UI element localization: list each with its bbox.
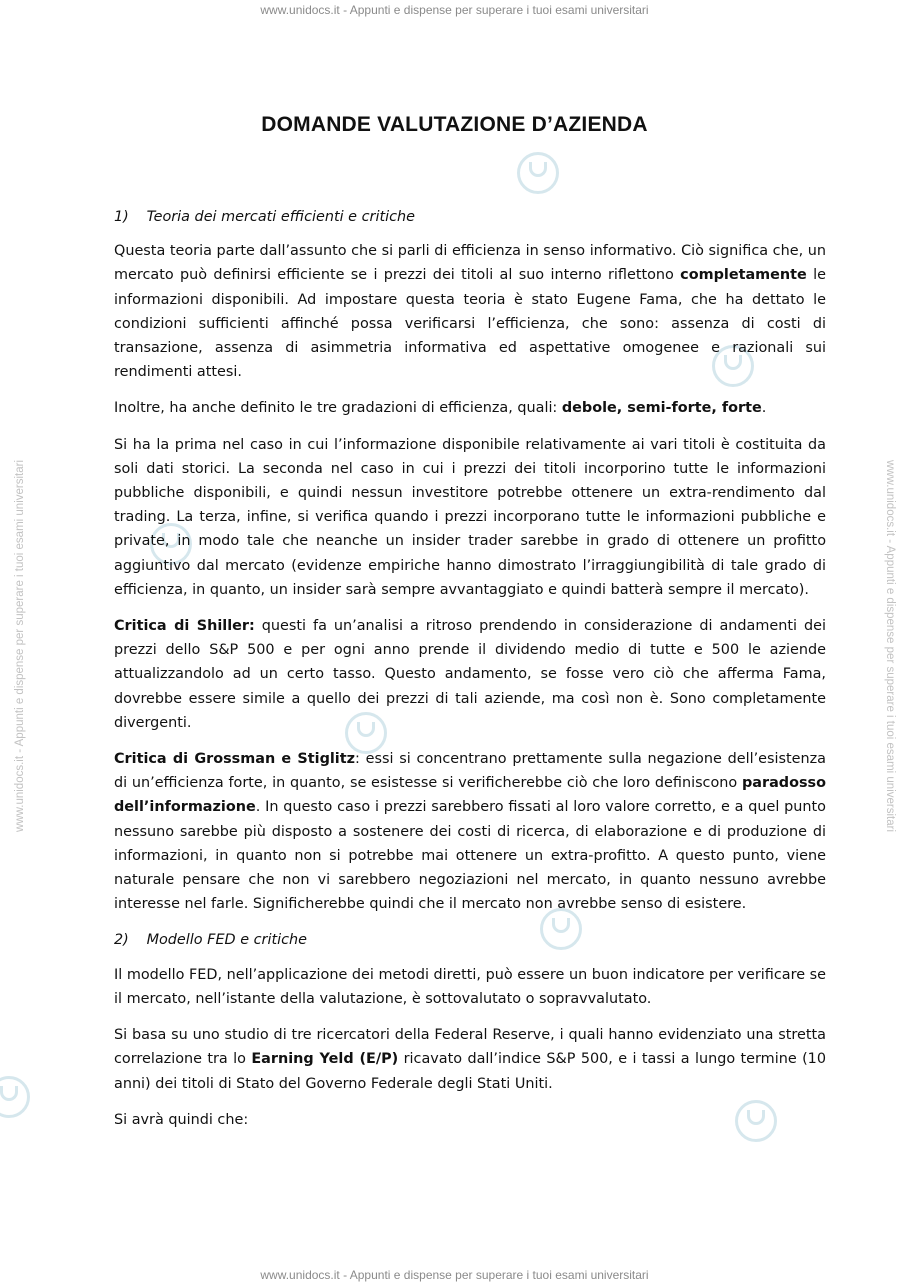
document-body (114, 205, 826, 1144)
paragraph: Si basa su uno studio di tre ricercatori della Federal Reserve, i quali hanno evidenziato una stretta correlazione tra lo Earning Yeld (E/P) ricavato dall’indice S&P 500, e i tassi a lungo termine (10 anni) dei titoli di Stato del Governo Federale degli Stati Uniti. (114, 1027, 826, 1092)
section-title: Modello FED e critiche (146, 932, 307, 949)
section-heading (114, 205, 826, 229)
watermark-right: www.unidocs.it - Appunti e dispense per superare i tuoi esami universitari (884, 459, 896, 833)
unidocs-logo-icon (517, 152, 559, 194)
paragraph: Critica di Shiller: questi fa un’analisi a ritroso prendendo in considerazione di andamenti dei prezzi dello S&P 500 e per ogni anno prende il dividendo medio di tutte e 500 le aziende attualizzandolo ad un certo tasso. Questo andamento, se fosse vero ciò che afferma Fama, dovrebbe essere simile a quello dei prezzi di tali aziende, ma così non è. Sono completamente divergenti. (114, 618, 826, 731)
section-number: 1) (114, 209, 129, 225)
watermark-footer: www.unidocs.it - Appunti e dispense per superare i tuoi esami universitari (260, 1268, 649, 1282)
paragraph: Si ha la prima nel caso in cui l’informazione disponibile relativamente ai vari titoli è costituita da soli dati storici. La seconda nel caso in cui i prezzi dei titoli incorporino tutte le informazioni pubbliche disponibili, e quindi nessun investitore potrebbe ottenere un extra-rendimento dal trading. La terza, infine, si verifica quando i prezzi incorporano tutte le informazioni pubbliche e private, in modo tale che neanche un insider trader sarebbe in grado di ottenere un profitto aggiuntivo dal mercato (evidenze empiriche hanno dimostrato l’irraggiungibilità di tale grado di efficienza, in quanto, un insider sarà sempre avvantaggiato e quindi batterà sempre il mercato). (114, 436, 826, 598)
page-title: DOMANDE VALUTAZIONE D’AZIENDA (261, 113, 648, 136)
section-title: Teoria dei mercati efficienti e critiche (146, 209, 415, 225)
section-number: 2) (114, 932, 129, 949)
unidocs-logo-icon (0, 1076, 30, 1118)
watermark-header: www.unidocs.it - Appunti e dispense per superare i tuoi esami universitari (260, 3, 649, 17)
paragraph: Inoltre, ha anche definito le tre gradazioni di efficienza, quali: debole, semi-forte, forte. (114, 400, 767, 417)
watermark-left: www.unidocs.it - Appunti e dispense per superare i tuoi esami universitari (14, 459, 26, 833)
section-heading (114, 928, 826, 952)
paragraph: Questa teoria parte dall’assunto che si parli di efficienza in senso informativo. Ciò significa che, un mercato può definirsi efficiente se i prezzi dei titoli al suo interno riflettono completamente le informazioni disponibili. Ad impostare questa teoria è stato Eugene Fama, che ha dettato le condizioni sufficienti affinché possa verificarsi l’efficienza, che sono: assenza di costi di transazione, assenza di asimmetria informativa ed aspettative omogenee e razionali sui rendimenti attesi. (114, 243, 826, 381)
paragraph: Il modello FED, nell’applicazione dei metodi diretti, può essere un buon indicatore per verificare se il mercato, nell’istante della valutazione, è sottovalutato o sopravvalutato. (114, 966, 826, 1007)
paragraph: Si avrà quindi che: (114, 1111, 249, 1128)
paragraph: Critica di Grossman e Stiglitz: essi si concentrano prettamente sulla negazione dell’esistenza di un’efficienza forte, in quanto, se esistesse si verificherebbe ciò che loro definiscono paradosso dell’informazione. In questo caso i prezzi sarebbero fissati al loro valore corretto, e a quel punto nessuno sarebbe più disposto a sostenere dei costi di ricerca, di elaborazione e di produzione di informazioni, in quanto non si potrebbe mai ottenere un extra-profitto. A questo punto, viene naturale pensare che non vi sarebbero negoziazioni nel mercato, in quanto nessuno avrebbe interesse nel farle. Significherebbe quindi che il mercato non avrebbe senso di esistere. (114, 751, 826, 913)
